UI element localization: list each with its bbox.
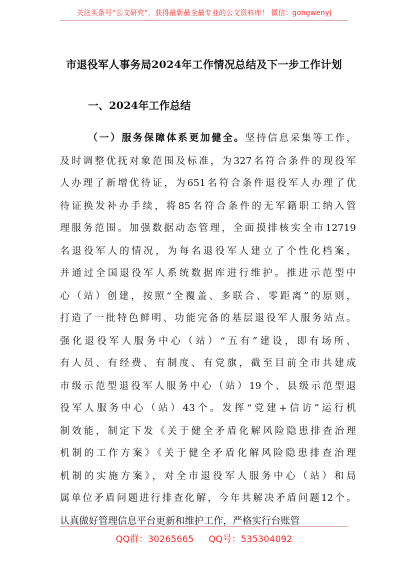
body-line [60,128,356,151]
footer-qq-group: QQ群：30265665 [115,535,194,545]
footer [0,532,408,545]
body-line: 役军人服务中心（站）43个。发挥“党建+信访”运行机 [60,403,356,414]
body-line: 机制的实施方案》，对全市退役军人服务中心（站）和局 [60,470,356,482]
body-line: 有人员、有经费、有制度、有党旗，截至目前全市共建成 [60,358,356,369]
body-line: 心（站）创建，按照“全覆盖、多联合、零距离”的原则， [60,290,356,302]
body-line: 机制的工作方案》《关于健全矛盾化解风险隐患排查治理 [60,448,356,459]
body-line: 认真做好管理信息平台更新和维护工作，严格实行台账管 [60,515,300,527]
body-line: 名退役军人的情况，为每名退役军人建立了个性化档案， [60,245,356,257]
body-line: 及时调整优抚对象范围及标准，为327名符合条件的现役军 [60,155,356,167]
body-line: 待证换发补办手续，将85名符合条件的无军籍职工纳入管 [60,200,356,212]
body-line: 人办理了新增优待证，为651名符合条件退役军人办理了优 [60,178,356,189]
body-line: 打造了一批特色鲜明、功能完备的基层退役军人服务站点。 [60,313,356,324]
body-line: 市级示范型退役军人服务中心（站）19个、县级示范型退 [60,380,356,392]
document-title: 市退役军人事务局2024年工作情况总结及下一步工作计划 [65,59,343,71]
subheading: （一）服务保障体系更加健全。 [88,133,246,144]
body-line: 并通过全国退役军人系统数据库进行维护。推进示范型中 [60,268,356,279]
top-banner: 关注头条号“公文研究”，获得最新最全最专业的公文资料库！ 微信：gongwenyj [76,9,332,17]
body-line: 理服务范围。加强数据动态管理，全面摸排核实全市12719 [60,223,356,234]
header-divider [60,20,348,21]
section-heading: 一、2024年工作总结 [88,100,191,112]
body-text [60,128,356,533]
body-line: 属单位矛盾问题进行排查化解，今年共解决矛盾问题12个。 [60,493,356,504]
body-line: 强化退役军人服务中心（站）“五有”建设，即有场所、 [60,335,356,347]
body-line: 制效能，制定下发《关于健全矛盾化解风险隐患排查治理 [60,425,356,437]
footer-divider [60,526,348,527]
body-line-text: 坚持信息采集等工作， [245,133,357,144]
footer-qq-number: QQ号：535304092 [208,535,293,545]
